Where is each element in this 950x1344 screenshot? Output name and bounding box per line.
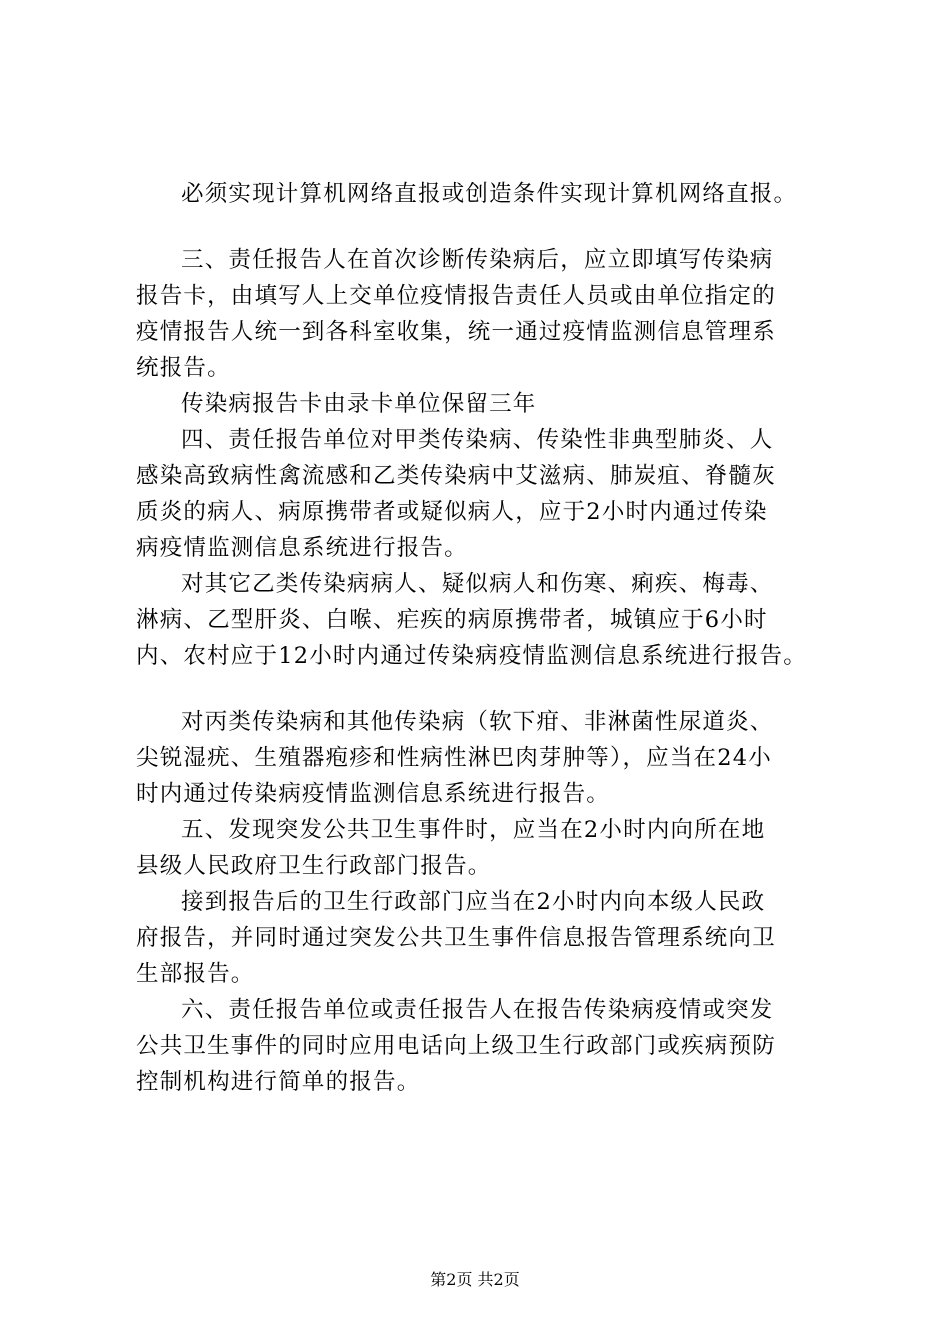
paragraph-line: 对其它乙类传染病病人、疑似病人和伤寒、痢疾、梅毒、 <box>181 571 774 597</box>
paragraph-line: 传染病报告卡由录卡单位保留三年 <box>181 391 537 417</box>
page-number-label: 第2页 共2页 <box>430 1270 520 1289</box>
paragraph-line: 必须实现计算机网络直报或创造条件实现计算机网络直报。 <box>181 181 798 207</box>
paragraph-line: 感染高致病性禽流感和乙类传染病中艾滋病、肺炭疽、脊髓灰 <box>136 463 776 489</box>
paragraph-line: 病疫情监测信息系统进行报告。 <box>136 535 468 561</box>
paragraph-line: 质炎的病人、病原携带者或疑似病人，应于2小时内通过传染 <box>136 499 768 525</box>
paragraph-line: 四、责任报告单位对甲类传染病、传染性非典型肺炎、人 <box>181 427 774 453</box>
paragraph-line: 尖锐湿疣、生殖器疱疹和性病性淋巴肉芽肿等），应当在24小 <box>136 745 772 771</box>
paragraph-line: 府报告，并同时通过突发公共卫生事件信息报告管理系统向卫 <box>136 925 776 951</box>
document-body <box>136 176 856 1100</box>
paragraph-line: 疫情报告人统一到各科室收集，统一通过疫情监测信息管理系 <box>136 319 776 345</box>
paragraph-line: 控制机构进行简单的报告。 <box>136 1069 421 1095</box>
paragraph-line: 五、发现突发公共卫生事件时，应当在2小时内向所在地 <box>181 817 766 843</box>
paragraph-line: 公共卫生事件的同时应用电话向上级卫生行政部门或疾病预防 <box>136 1033 776 1059</box>
paragraph-line: 淋病、乙型肝炎、白喉、疟疾的病原携带者，城镇应于6小时 <box>136 607 768 633</box>
paragraph-line: 对丙类传染病和其他传染病（软下疳、非淋菌性尿道炎、 <box>181 709 774 735</box>
paragraph-line: 报告卡，由填写人上交单位疫情报告责任人员或由单位指定的 <box>136 283 776 309</box>
paragraph-line: 三、责任报告人在首次诊断传染病后，应立即填写传染病 <box>181 247 774 273</box>
paragraph-line: 县级人民政府卫生行政部门报告。 <box>136 853 492 879</box>
paragraph-line: 内、农村应于12小时内通过传染病疫情监测信息系统进行报告。 <box>136 643 807 669</box>
paragraph-line: 时内通过传染病疫情监测信息系统进行报告。 <box>136 781 611 807</box>
paragraph-line: 统报告。 <box>136 355 231 381</box>
paragraph-gap <box>136 674 856 704</box>
page-footer <box>0 1270 950 1290</box>
paragraph-gap <box>136 212 856 242</box>
paragraph-line: 生部报告。 <box>136 961 255 987</box>
paragraph-line: 六、责任报告单位或责任报告人在报告传染病疫情或突发 <box>181 997 774 1023</box>
paragraph-line: 接到报告后的卫生行政部门应当在2小时内向本级人民政 <box>181 889 766 915</box>
